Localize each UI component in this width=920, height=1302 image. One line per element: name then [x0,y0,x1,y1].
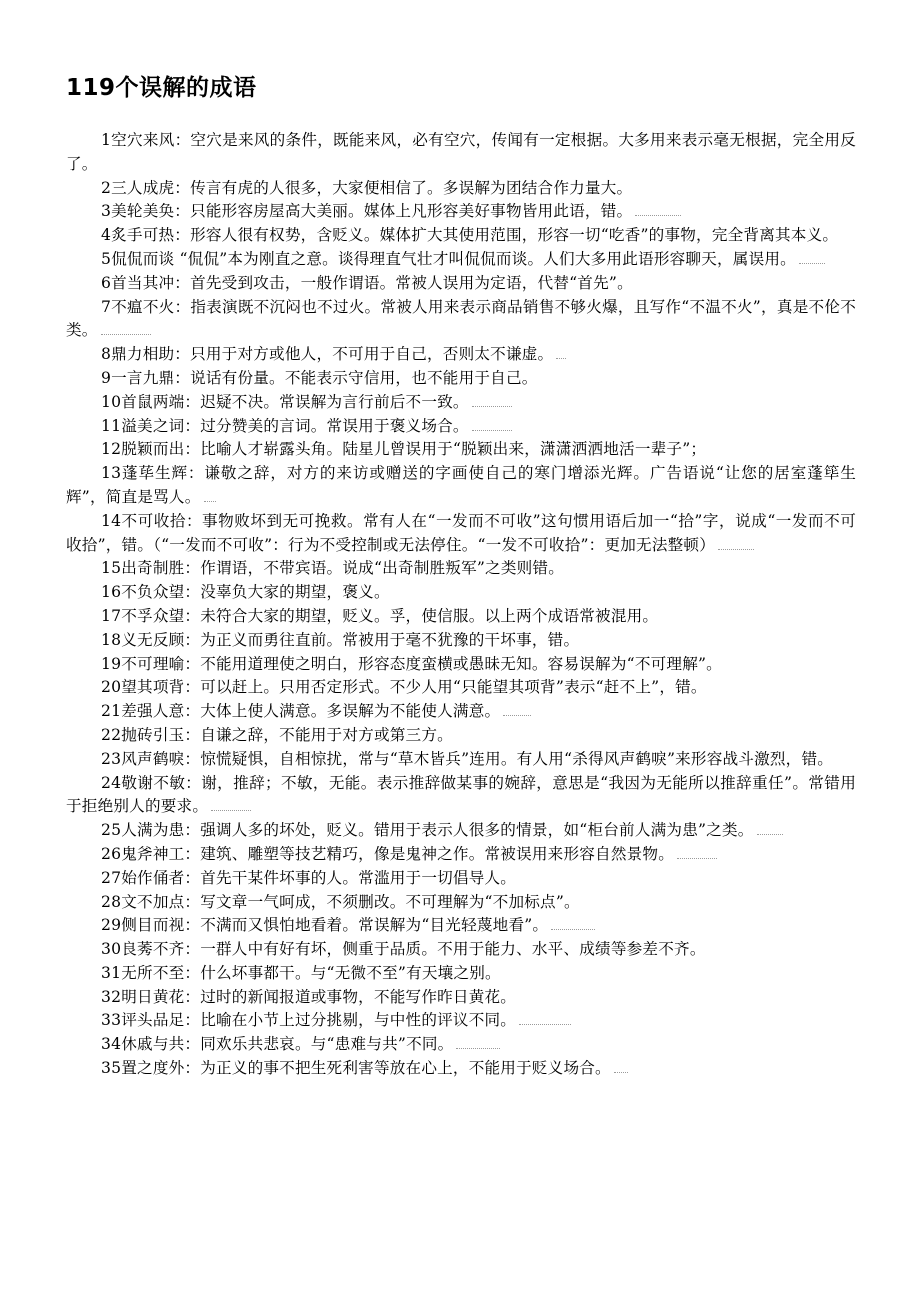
idiom-entry-text: 3美轮美奂：只能形容房屋高大美丽。媒体上凡形容美好事物皆用此语，错。 [101,202,633,221]
idiom-entry-text: 25人满为患：强调人多的坏处，贬义。错用于表示人很多的情景，如“柜台前人满为患”之类。 [101,821,754,840]
dotted-trailer [456,1046,500,1049]
dotted-trailer [551,927,595,930]
idiom-entry [66,986,856,1010]
idiom-entry-text: 27始作俑者：首先干某件坏事的人。常滥用于一切倡导人。 [101,868,517,887]
idiom-entry [66,248,856,272]
idiom-entry [66,438,856,462]
dotted-trailer [614,1070,628,1073]
idiom-entry [66,510,856,558]
idiom-entry-text: 21差强人意：大体上使人满意。多误解为不能使人满意。 [101,702,501,721]
dotted-trailer [204,499,216,502]
dotted-trailer [503,713,531,716]
dotted-trailer [472,404,512,407]
idiom-entry [66,1057,856,1081]
idiom-entry-text: 12脱颖而出：比喻人才崭露头角。陆星儿曾误用于“脱颖出来，潇潇洒洒地活一辈子”； [101,440,707,459]
idiom-entry [66,676,856,700]
idiom-entry-text: 24敬谢不敏：谢，推辞；不敏，无能。表示推辞做某事的婉辞，意思是“我因为无能所以推辞重任”。常错用于拒绝别人的要求。 [66,773,856,816]
idiom-entry [66,653,856,677]
idiom-entry [66,415,856,439]
idiom-entry-text: 23风声鹤唳：惊慌疑惧，自相惊扰，常与“草木皆兵”连用。有人用“杀得风声鹤唳”来形容战斗激烈，错。 [101,749,834,768]
idiom-entry-text: 6首当其冲：首先受到攻击，一般作谓语。常被人误用为定语，代替“首先”。 [101,273,633,292]
idiom-entry [66,557,856,581]
idiom-entry-text: 18义无反顾：为正义而勇往直前。常被用于毫不犹豫的干坏事，错。 [101,630,580,649]
idiom-entry-text: 7不瘟不火：指表演既不沉闷也不过火。常被人用来表示商品销售不够火爆，且写作“不温不火”，真是不伦不类。 [66,297,856,340]
idiom-entry-text: 13蓬荜生辉：谦敬之辞，对方的来访或赠送的字画使自己的寒门增添光辉。广告语说“让您的居室蓬筚生辉”，简直是骂人。 [66,464,856,506]
idiom-entry-text: 20望其项背：可以赶上。只用否定形式。不少人用“只能望其项背”表示“赶不上”，错。 [101,678,707,697]
idiom-entry-text: 8鼎力相助：只用于对方或他人，不可用于自己，否则太不谦虚。 [101,345,554,364]
document-title: 119个误解的成语 [66,75,257,101]
idiom-entry-text: 15出奇制胜：作谓语，不带宾语。说成“出奇制胜叛军”之类则错。 [101,559,565,578]
idiom-entry [66,391,856,415]
idiom-entry-text: 1空穴来风：空穴是来风的条件，既能来风，必有空穴，传闻有一定根据。大多用来表示毫无根据，完全用反了。 [66,131,856,173]
idiom-entry [66,1033,856,1057]
idiom-entry [66,772,856,820]
idiom-entry-text: 19不可理喻：不能用道理使之明白，形容态度蛮横或愚昧无知。容易误解为“不可理解”。 [101,654,722,673]
idiom-entry-text: 29侧目而视：不满而又惧怕地看着。常误解为“目光轻蔑地看”。 [101,916,549,935]
idiom-entry-text: 35置之度外：为正义的事不把生死利害等放在心上，不能用于贬义场合。 [101,1059,611,1078]
idiom-entry-text: 32明日黄花：过时的新闻报道或事物，不能写作昨日黄花。 [101,987,517,1006]
idiom-entry [66,177,856,201]
dotted-trailer [799,261,825,264]
idiom-entry [66,129,856,177]
dotted-trailer [519,1022,571,1025]
idiom-entry-text: 33评头品足：比喻在小节上过分挑剔，与中性的评议不同。 [101,1011,517,1030]
idiom-entry-text: 30良莠不齐：一群人中有好有坏，侧重于品质。不用于能力、水平、成绩等参差不齐。 [101,940,706,959]
idiom-entry [66,724,856,748]
idiom-entry-text: 16不负众望：没辜负大家的期望，褒义。 [101,583,390,602]
idiom-entry-text: 4炙手可热：形容人很有权势，含贬义。媒体扩大其使用范围，形容一切“吃香”的事物，完全背离其本义。 [101,226,839,245]
dotted-trailer [635,213,681,216]
idiom-entry-text: 31无所不至：什么坏事都干。与“无微不至”有天壤之别。 [101,963,501,982]
idiom-entry-text: 26鬼斧神工：建筑、雕塑等技艺精巧，像是鬼神之作。常被误用来形容自然景物。 [101,844,675,863]
idiom-entry [66,819,856,843]
idiom-entry-text: 28文不加点：写文章一气呵成，不须删改。不可理解为“不加标点”。 [101,892,580,911]
idiom-entry [66,462,856,510]
idiom-entry-text: 2三人成虎：传言有虎的人很多，大家便相信了。多误解为团结合作力量大。 [101,178,633,197]
idiom-entry-text: 5侃侃而谈 “侃侃”本为刚直之意。谈得理直气壮才叫侃侃而谈。人们大多用此语形容聊天，属误用。 [101,249,796,268]
idiom-list [66,129,856,1081]
dotted-trailer [677,856,717,859]
idiom-entry [66,200,856,224]
idiom-entry-text: 22抛砖引玉：自谦之辞，不能用于对方或第三方。 [101,725,453,744]
dotted-trailer [211,808,251,811]
idiom-entry [66,629,856,653]
idiom-entry [66,581,856,605]
idiom-entry [66,843,856,867]
idiom-entry [66,867,856,891]
idiom-entry [66,367,856,391]
idiom-entry [66,1009,856,1033]
idiom-entry-text: 10首鼠两端：迟疑不决。常误解为言行前后不一致。 [101,392,469,411]
dotted-trailer [101,332,151,335]
idiom-entry [66,343,856,367]
idiom-entry [66,891,856,915]
dotted-trailer [718,547,754,550]
idiom-entry-text: 17不孚众望：未符合大家的期望，贬义。孚，使信服。以上两个成语常被混用。 [101,606,659,625]
idiom-entry [66,605,856,629]
idiom-entry [66,296,856,344]
idiom-entry-text: 9一言九鼎：说话有份量。不能表示守信用，也不能用于自己。 [101,368,538,387]
idiom-entry [66,938,856,962]
idiom-entry [66,224,856,248]
idiom-entry [66,748,856,772]
dotted-trailer [556,356,566,359]
idiom-entry-text: 14不可收拾：事物败坏到无可挽救。常有人在“一发而不可收”这句惯用语后加一“拾”字，说成“一发而不可收拾”，错。（“一发而不可收”：行为不受控制或无法停住。“一发不可收拾”：更加无法整顿） [66,511,856,554]
idiom-entry [66,962,856,986]
dotted-trailer [757,832,783,835]
dotted-trailer [472,428,512,431]
idiom-entry [66,700,856,724]
idiom-entry [66,272,856,296]
idiom-entry-text: 11溢美之词：过分赞美的言词。常误用于褒义场合。 [101,416,469,435]
idiom-entry-text: 34休戚与共：同欢乐共悲哀。与“患难与共”不同。 [101,1035,454,1054]
idiom-entry [66,914,856,938]
